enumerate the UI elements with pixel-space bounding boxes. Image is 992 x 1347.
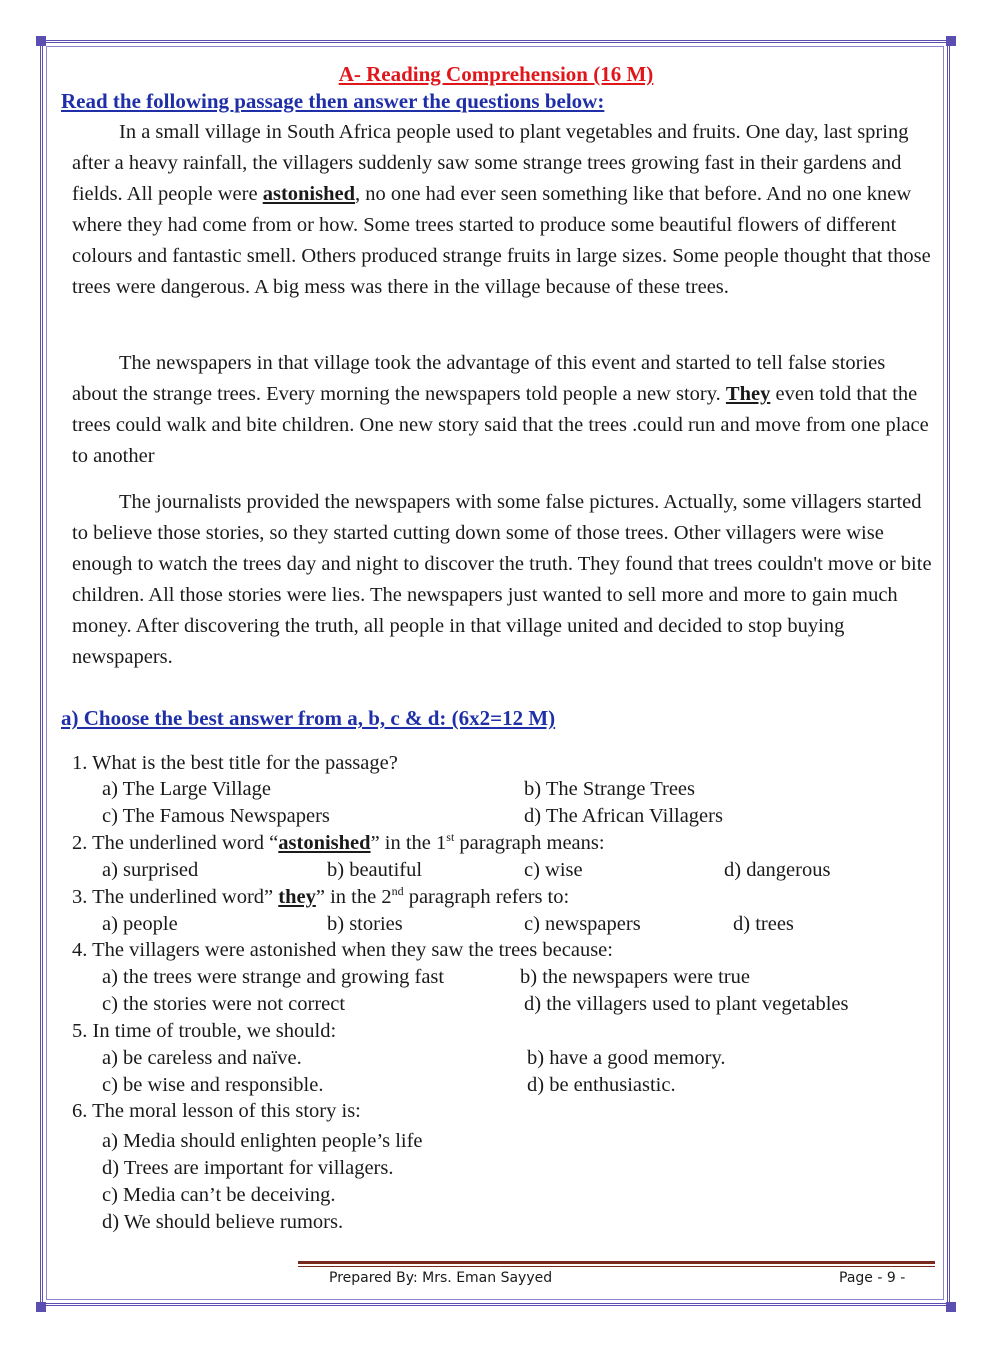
option: b) have a good memory.	[527, 1047, 726, 1069]
question-1: 1. What is the best title for the passage?	[72, 752, 398, 774]
option: c) be wise and responsible.	[102, 1074, 324, 1096]
option: d) dangerous	[724, 859, 831, 881]
option: a) The Large Village	[102, 778, 271, 800]
question-2-post: paragraph means:	[454, 832, 605, 854]
question-4: 4. The villagers were astonished when they saw the trees because:	[72, 939, 613, 961]
option: a) the trees were strange and growing fast	[102, 966, 445, 988]
option: d) trees	[733, 913, 794, 935]
question-3-post: paragraph refers to:	[403, 886, 570, 908]
question-3-sup: nd	[391, 884, 404, 899]
keyword-they: They	[725, 383, 771, 405]
keyword-astonished: astonished	[262, 183, 355, 205]
option: a) surprised	[102, 859, 199, 881]
passage-paragraph-2	[72, 348, 932, 472]
border-corner	[946, 36, 956, 46]
option: d) We should believe rumors.	[102, 1211, 344, 1233]
question-5: 5. In time of trouble, we should:	[72, 1020, 337, 1042]
question-6: 6. The moral lesson of this story is:	[72, 1100, 361, 1122]
option: b) the newspapers were true	[520, 966, 750, 988]
footer-rule	[298, 1261, 935, 1264]
question-2-mid: ” in the 1	[370, 832, 447, 854]
page-title: A- Reading Comprehension (16 M)	[338, 62, 654, 86]
option: d) the villagers used to plant vegetables	[524, 993, 849, 1015]
option: d) The African Villagers	[524, 805, 723, 827]
option: d) be enthusiastic.	[527, 1074, 676, 1096]
question-3-mid: ” in the 2	[315, 886, 392, 908]
footer-page-number: Page - 9 -	[839, 1270, 906, 1286]
option: a) Media should enlighten people’s life	[102, 1130, 423, 1152]
question-3	[72, 886, 569, 909]
border-corner	[36, 1302, 46, 1312]
option: b) stories	[327, 913, 403, 935]
p2-before: The newspapers in that village took the advantage of this event and started to tell false stories about the strange trees. Every morning the newspapers told people a new story.	[72, 352, 886, 405]
option: c) newspapers	[524, 913, 641, 935]
question-3-keyword: they	[278, 886, 316, 908]
option: c) The Famous Newspapers	[102, 805, 330, 827]
p3-text: The journalists provided the newspapers with some false pictures. Actually, some villagers started to believe those stories, so they started cutting down some of those trees. Other villagers were wise enough to watch the trees day and night to discover the truth. They found that trees couldn't move or bite children. All those stories were lies. The newspapers just wanted to sell more and more to gain much money. After discovering the truth, all people in that village united and decided to stop buying newspapers.	[72, 491, 932, 668]
option: a) people	[102, 913, 178, 935]
p1-before: In a small village in South Africa people used to plant vegetables and fruits. One day, last spring after a heavy rainfall, the villagers suddenly saw some strange trees growing fast in their gardens and fields. All people were	[72, 121, 909, 205]
option: c) wise	[524, 859, 583, 881]
question-2-keyword: astonished	[278, 832, 371, 854]
question-2	[72, 832, 605, 855]
option: c) Media can’t be deceiving.	[102, 1184, 336, 1206]
section-heading: a) Choose the best answer from a, b, c & d: (6x2=12 M)	[61, 706, 556, 730]
border-corner	[36, 36, 46, 46]
p1-after: , no one had ever seen something like that before. And no one knew where they had come from or how. Some trees started to produce some beautiful flowers of different colours and fantastic smell. Others produced strange fruits in large sizes. Some people thought that those trees were dangerous. A big mess was there in the village because of these trees.	[72, 183, 931, 298]
footer-author: Prepared By: Mrs. Eman Sayyed	[329, 1270, 553, 1286]
option: c) the stories were not correct	[102, 993, 346, 1015]
footer-rule	[298, 1266, 935, 1267]
option: a) be careless and naïve.	[102, 1047, 302, 1069]
question-2-sup: st	[446, 830, 455, 845]
border-corner	[946, 1302, 956, 1312]
option: b) beautiful	[327, 859, 423, 881]
option: b) The Strange Trees	[524, 778, 696, 800]
instruction: Read the following passage then answer the questions below:	[61, 89, 605, 113]
question-2-pre: 2. The underlined word “	[72, 832, 279, 854]
option: d) Trees are important for villagers.	[102, 1157, 394, 1179]
question-3-pre: 3. The underlined word”	[72, 886, 279, 908]
passage-paragraph-3	[72, 487, 932, 673]
passage-paragraph-1	[72, 117, 932, 303]
p2-after: even told that the trees could walk and bite children. One new story said that the trees .could run and move from one place to another	[72, 383, 929, 467]
